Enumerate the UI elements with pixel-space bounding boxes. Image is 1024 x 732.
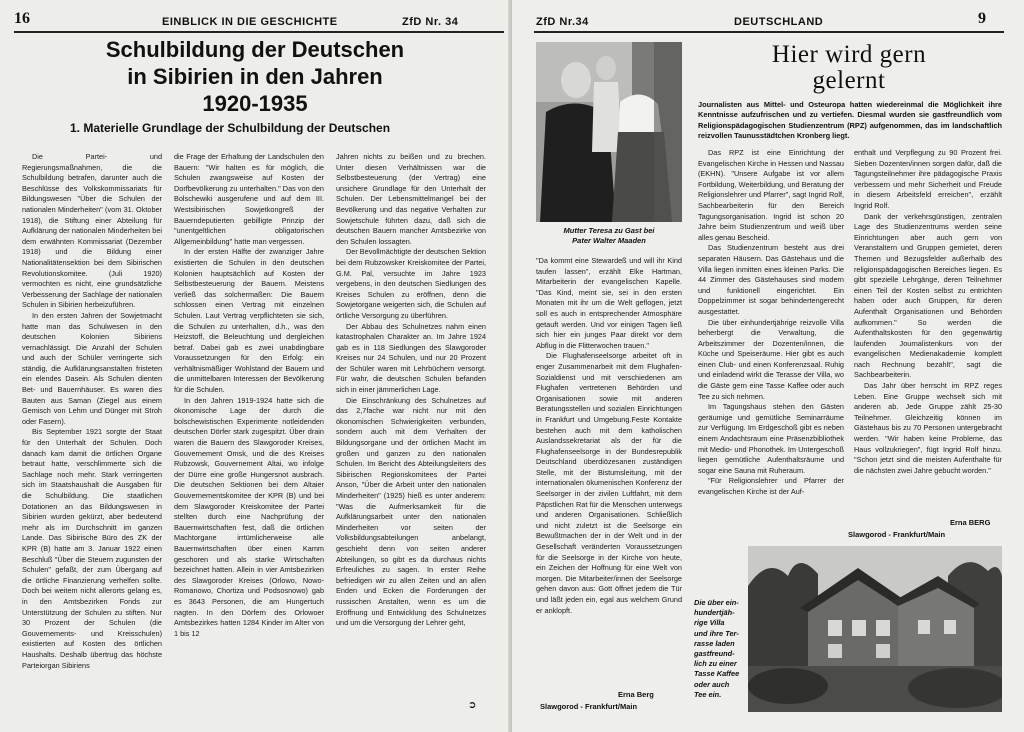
left-column-2: [174, 152, 324, 712]
villa-caption-line: rasse laden: [694, 638, 735, 648]
right-issue-label: ZfD Nr.34: [536, 16, 589, 28]
left-running-head: EINBLICK IN DIE GESCHICHTE: [162, 16, 338, 28]
villa-caption-line: rige Villa: [694, 618, 725, 628]
article-subtitle: 1. Materielle Grundlage der Schulbildung der Deutschen: [70, 121, 391, 135]
headline-line-1: Hier wird gern: [771, 41, 927, 68]
villa-caption-line: Tasse Kaffee: [694, 669, 740, 679]
villa-caption-line: Die über ein-: [694, 598, 739, 607]
article-headline: [694, 42, 1004, 94]
paragraph: Das RPZ ist eine Einrichtung der Evangelischen Kirche in Hessen und Nassau (EKHN). "Unsere Aufgabe ist vor allem Fortbildung, Weiterbildung, und Beratung der Religionslehrer und Pfarrer", sagt Ingrid Rolf, Sachbearbeiterin für den Bereich Tagungsorganisation. Ingrid ist schon 20 Jahre beim Studienzentrum und weiß über alles genau Bescheid.: [698, 148, 844, 242]
right-page-number: 9: [978, 10, 986, 27]
left-signature-name: Erna Berg: [618, 690, 654, 699]
left-signature-place: Slawgorod - Frankfurt/Main: [540, 702, 638, 711]
paragraph: Die Einschränkung des Schulnetzes auf das 2,7fache war nicht nur mit den ökonomischen Schwierigkeiten verbunden, sondern auch mit dem Verhalten der Bildungsorgane und der örtlichen Macht im großen und ganzen zu den nationalen Schulen. Im Bericht des Abteilungsleiters des Sibirischen Regionskomitees der Partei Anson, "Über die Arbeit unter den nationalen Minderheiten" (1925) hieß es unter anderem: "Was die Aufmerksamkeit für die Aufklärungsarbeit unter den nationalen Minderheiten vor seiten der Volksbildungsabteilungen anbelangt, geschieht denn von seiten anderer Abteilungen, so gibt es da durchaus nichts Erfreuliches zu sagen. In erster Reihe befriedigen wir zu allen Zeiten und an allen Enden und Ecken die Forderungen der russischen Anstalten, wenn es um die Eröffnung und Entwicklung des Schulnetzes und um die Versorgung der Lehrer geht,: [336, 395, 486, 628]
paragraph: die Frage der Erhaltung der Landschulen den Bauern: "Wir halten es für möglich, die Schulen zwangsweise auf Kosten der Dorfbevölkerung zu unterhalten." Das von den Bolschewiki ausgerufene und auf dem III. Westsibirischen Sowjetkongreß der Bauerndeputierten gebilligte Prinzip der "unentgeltlichen obligatorischen Allgemeinbildung" hatte man vergessen.: [174, 152, 324, 246]
paragraph: In der ersten Hälfte der zwanziger Jahre existierten die Schulen in den deutschen Kolonien hauptsächlich auf Kosten der Selbstbesteuerung der Bauern. Meistens verließ das solchermaßen: Die Bauern schlossen einen Vertrag mit einzelnen Schulen. Laut Vertrag verpflichteten sie sich, die Schulen zu unterhalten, d.h., was den Heizstoff, die Beleuchtung und dergleichen betraf. Dabei gab es zwei unabdingbare Voraussetzungen für den Erfolg: ein verhältnismäßiger Wohlstand der Bauern und die unmittelbaren Interessen der Bevölkerung für die Schulen.: [174, 247, 324, 395]
paragraph: Dank der verkehrsgünstigen, zentralen Lage des Studienzentrums werden seine Einrichtungen aber auch gern von Veranstaltern und Gruppen gemietet, deren Themen und Bezugsfelder außerhalb des religionspädagogischen Bereiches liegen. Es gibt spezielle Lehrgänge, deren Teilnehmer einen Teil der Kosten selbst zu entrichten haben oder auch Gruppen, für deren Aufenthalt Organisationen und Behörden aufkommen." So werden die Aufenthaltskosten für den gegenwärtig laufenden Journalistenkurs von der evangelischen Medienakademie komplett nach Rechnung bezahlt", sagt die Sachbearbeiterin.: [854, 211, 1002, 380]
caption-line-1: Mutter Teresa zu Gast bei: [563, 226, 655, 235]
paragraph: Im Tagungshaus stehen den Gästen geräumige und gemütliche Seminarräume zur Verfügung. Im Erdgeschoß gibt es neben einem Andachtsraum eine Präsenzbibliothek mit Medio- und Phonothek. Im Untergeschoß liegen gemütliche Aufenthaltsräume und sogar eine Sauna mit Ruheraum.: [698, 402, 844, 475]
villa-caption-line: lich zu einer: [694, 659, 737, 669]
title-line-2: in Sibirien in den Jahren: [127, 64, 383, 89]
continue-arrow-icon: ➲: [468, 700, 477, 711]
mother-teresa-photo: [536, 42, 682, 222]
right-running-head: DEUTSCHLAND: [734, 16, 824, 28]
villa-caption-line: Tee ein.: [694, 689, 722, 699]
paragraph: Der Bevollmächtigte der deutschen Sektion bei dem Rubzowsker Kreiskomitee der Partei, G.M. Pal, versuchte im Jahre 1923 vergebens, in den deutschen Siedlungen des Kreises Schulen zu eröffnen, denn die Sowjetorgane weigerten sich, die Schulen auf örtliche Versorgung zu überführen.: [336, 247, 486, 320]
villa-caption-line: und ihre Ter-: [694, 628, 739, 638]
paragraph: "Für Religionslehrer und Pfarrer der evangelischen Kirche ist der Auf-: [698, 476, 844, 496]
villa-caption: [694, 598, 748, 700]
paragraph: Die Partei- und Regierungsmaßnahmen, die die Schulbildung betrafen, darunter auch die Beschlüsse des Volkskommissariats für Bildungswesen "Über die Schulen der nationalen Minderheiten" (vom 31. Oktober 1918), die Stiftung einer Abteilung für Aufklärung der nationalen Minderheiten bei dem erwähnten Kommissariat (Dezember 1918) und die Bildung einer Nationalitätensektion bei dem Sibirischen Revolutionskomitee. (Juli 1920) vermochten es nicht, eine grundsätzliche Verbesserung der Sachlage der nationalen Schulen in Sibirien herbeizuführen.: [22, 152, 162, 310]
title-line-1: Schulbildung der Deutschen: [105, 37, 405, 62]
paragraph: enthalt und Verpflegung zu 90 Prozent frei. Sieben Dozenten/innen sorgen dafür, daß die Tagungsteilnehmer ihre pädagogische Praxis verbessern und mehr Sicherheit und Freude in diesem Arbeitsfeld erreichen", erzählt Ingrid Rolf.: [854, 148, 1002, 210]
article-lead: Journalisten aus Mittel- und Osteuropa hatten wiedereinmal die Möglichkeit ihre Kenntnisse aufzufrischen und zu vertiefen. Diesmal wurden sie gastfreundlich vom Religionspädagogischen Studienzentrum (RPZ) aufgenommen, das im landschaftlich reizvollen Taunusstädtchen Kronberg liegt.: [698, 100, 1002, 140]
villa-photo: [748, 546, 1002, 712]
article-title: [20, 36, 490, 117]
right-header-rule: [534, 31, 1004, 33]
left-column-1: [22, 152, 162, 712]
paragraph: Das Studienzentrum besteht aus drei separaten Häusern. Das Gästehaus und die Villa liegen inmitten eines kleinen Parks. Die 44 Zimmer des Gästehauses sind modern und funktionell eingerichtet. Ein Doppelzimmer ist sogar behindertengerecht ausgestattet.: [698, 243, 844, 316]
paragraph: Jahren nichts zu beißen und zu brechen. Unter diesen Verhältnissen war die Selbstbesteuerung (der Vertrag) eine unsichere Grundlage für den Unterhalt der Schulen. Der Lebensmittelmangel bei der Bevölkerung und das negative Verhalten zur Sowjetschule führten dazu, daß sich die deutschen Bauern mancher Amtsbezirke von den Schulen lossagten.: [336, 152, 486, 246]
paragraph: Bis September 1921 sorgte der Staat für den Unterhalt der Schulen. Doch danach kam damit die örtlichen Organe betraut hatte, verschlimmerte sich die Sachlage noch mehr. Stark verringerten sich im Staatshaushalt die Ausgaben für die Schulbildung. Die staatlichen Dotationen an das Bildungswesen in Sibirien wurden gekürzt, aber bedeutend mehr als im Durchschnitt im ganzen Lande. Das Sibirische Büro des ZK der KPR (B) hatte am 3. Januar 1922 einen Beschluß "Über die Steuern zugunsten der Schulen" gefaßt, der zum Übergang auf die örtliche Finanzierung verhelfen sollte. Doch bei weitem nicht allerorts gelang es, in den Amtsbezirken Fonds zur Unterstützung der Schulen zu stiften. Nur 30 Prozent der Schulen (die Gouvernements- und Kreisschulen) existierten auf Kosten des örtlichen Haushalts. Deshalb übertrug das höchste Parteiorgan Sibiriens: [22, 427, 162, 670]
right-column-middle: [698, 148, 844, 540]
villa-caption-line: gastfreund-: [694, 649, 735, 659]
paragraph: Die über einhundertjährige reizvolle Villa beherbergt die Verwaltung, die Arbeitszimmer der Dozenten/innen, die Küche und Speiseräume. Hier gibt es auch einen Club- und einen Konferenzsaal. Ruhig und einladend wirkt die Terasse der Villa, wo die Gäste gern eine Tasse Kaffee oder auch Tee zu sich nehmen.: [698, 317, 844, 401]
paragraph: In den Jahren 1919-1924 hatte sich die ökonomische Lage der durch die bolschewistischen Experimente notleidenden deutschen Dörfer stark zugespitzt. Über drain waren die Bauern des Slawgoroder Kreises, Gouvernement Omsk, und die des Kreises Rubzowsk, Gouvernement Altai, wo infolge der Dürre eine große Hungersnot ausbrach. Die deutschen Sektionen bei dem Altaier Gouvernementskomitee der KPR (B) und bei dem Slawgoroder Kreiskomitee der Partei stellten durch eine Nachprüfung der Bauernwirtschaften fest, daß die örtlichen Machtorgane irrtümlicherweise alle Bauernwirtschaften über einen Kamm geschoren und als starke Wirtschaften bezeichnet hatten. Allein in vier Amtsbezirken des Slawgoroder Kreises (Orlowo, Nowo-Romanowo, Chortiza und Podsosnowo) gab es 3643 Personen, die am Hungertuch nagten. In den Dörfern des Orlowoer Amtsbezirkes hatten 1284 Kinder im Alter von 1 bis 12: [174, 395, 324, 638]
right-column-right: [854, 148, 1002, 514]
right-signature-place: Slawgorod - Frankfurt/Main: [848, 530, 946, 539]
right-column-left: [536, 256, 682, 694]
headline-line-2: gelernt: [812, 67, 886, 94]
right-signature-name: Erna BERG: [950, 518, 991, 527]
mother-teresa-caption: [536, 226, 682, 246]
left-header-rule: [14, 31, 504, 33]
right-page: [512, 0, 1024, 732]
title-line-3: 1920-1935: [202, 91, 308, 116]
paragraph: In den ersten Jahren der Sowjetmacht hatte man das Schulwesen in den deutschen Kolonien Sibiriens vernachlässigt. Die Anzahl der Schulen und auch der Schüler verringerte sich ständig, die Aufklärungsanstalten fristeten ein elendes Dasein. Als Schulen dienten Bet- und Bauernhäuser. Es waren dies Bauten aus Saman (Ziegel aus einem Gemisch von Lehm und Dünger mit Stroh oder Fasern).: [22, 310, 162, 426]
left-page-number: 16: [14, 10, 30, 27]
paragraph: Der Abbau des Schulnetzes nahm einen katastrophalen Charakter an. Im Jahre 1924 gab es in 118 Siedlungen des Slawgoroder Kreises nur 24 Schulen, und nur 20 Prozent der Schüler waren mit Lehrbüchern versorgt. Für wahr, die deutschen Schulen befanden sich in einer jämmerlichen Lage.: [336, 321, 486, 395]
paragraph: Das Jahr über herrscht im RPZ reges Leben. Eine Gruppe wechselt sich mit anderen ab. Jede Gruppe zählt 25-30 Teilnehmer. Gleichzeitig können im Gästehaus bis zu 70 Personen untergebracht werden. "Wir haben keine Probleme, das Haus vollzukriegen", fügt Ingrid Rolf hinzu. "Schon jetzt sind die meisten Aufenthalte für die nächsten zwei Jahre gebucht worden.": [854, 381, 1002, 475]
caption-line-2: Pater Walter Maaden: [572, 236, 646, 245]
villa-caption-line: hundertjäh-: [694, 608, 735, 618]
villa-caption-line: oder auch: [694, 679, 730, 689]
paragraph: "Da kommt eine Stewardeß und will ihr Kind taufen lassen", erzählt Elke Hartman, Mitarbeiterin der evangelischen Kapelle. "Das Kind, meint sie, sei in den ersten Monaten mit ihr um die Welt geflogen, jetzt soll es auch in entsprechender Atmosphäre getauft werden. Und vor einigen Tagen ließ sich hier ein junges Paar direkt vor dem Abflug in die Flitterwochen trauen.": [536, 256, 682, 350]
left-column-3: [336, 152, 486, 712]
left-issue-label: ZfD Nr. 34: [402, 16, 459, 28]
paragraph: Die Flughafenseelsorge arbeitet oft in enger Zusammenarbeit mit dem Flughafen-Sozialdienst und mit verschiedenen am Flughafen vertretenen Behörden und Organisationen sowie mit anderen Beratungsstellen und sozialen Einrichtungen in Frankfurt und Umgebung.Feste Kontakte bestehen auch mit dem katholischen Auslandssekretariat als der für die Flughafenseelsorge in der Bundesrepublik Deutschland überdiözesanen zuständigen Stelle, mit der Bistumsleitung, mit der internationalen ökumenischen Konferenz der Seelsorger in der zivilen Luftfahrt, mit dem Päpstlichen Rat für die Menschen unterwegs und anderen Organisationen. Schließlich und nicht zuletzt ist die Seelsorge ein Bewußtmachen der in der Welt und in der Gesellschaft veränderten Voraussetzungen für die Seelsorge in der Kirche von heute, ein Zeichen der Hoffnung für eine Welt von morgen. Die Mitarbeiter/innen der Seelsorge gehen davon aus: Gott öffnet jedem die Tür und läßt jeden ein, egal aus welchem Grund er anklopft.: [536, 351, 682, 615]
